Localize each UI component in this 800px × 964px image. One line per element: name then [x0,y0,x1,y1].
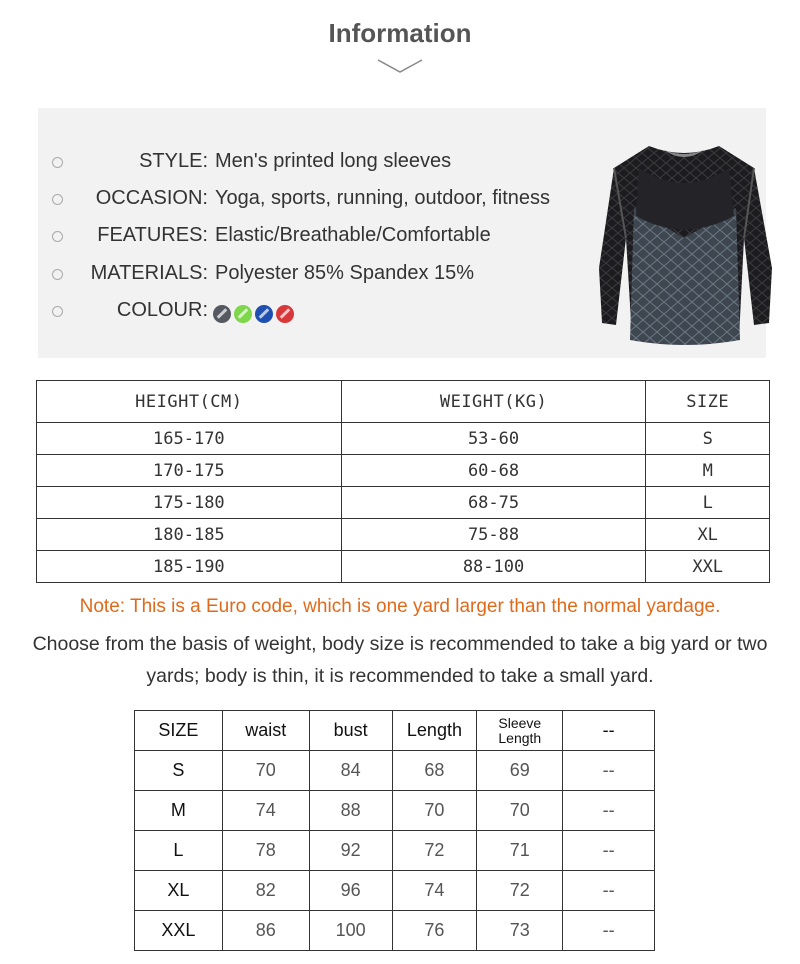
table-cell: M [646,455,770,487]
table-cell: 72 [392,831,477,871]
table-cell: 70 [477,791,563,831]
table-row [135,791,655,831]
col-header: -- [563,711,655,751]
table-cell: XL [135,871,223,911]
table-cell: 88 [309,791,392,831]
table-cell: 70 [222,751,309,791]
table-cell: M [135,791,223,831]
info-value: Elastic/Breathable/Comfortable [215,224,491,246]
col-header: Length [392,711,477,751]
table-row [135,911,655,951]
table-row [135,751,655,791]
table-cell: -- [563,791,655,831]
colour-swatches [38,299,338,329]
euro-code-note: Note: This is a Euro code, which is one yard larger than the normal yardage. [79,596,721,617]
table-cell: 68 [392,751,477,791]
height-weight-size-table [36,380,770,583]
info-row-features [38,224,208,254]
info-value: Polyester 85% Spandex 15% [215,262,475,284]
shirt-image [594,128,774,348]
size-advice-note: Choose from the basis of weight, body size is recommended to take a big yard or two yards; body is thin, it is recommended to take a small yard. [32,633,768,687]
table-cell: 72 [477,871,563,911]
table-cell: S [646,423,770,455]
info-row-materials [38,262,208,292]
table-cell: -- [563,911,655,951]
info-row-occasion [38,187,208,217]
table-cell: XL [646,519,770,551]
table-cell: 75-88 [341,519,646,551]
col-header: Sleeve Length [477,711,563,751]
table-cell: L [646,487,770,519]
measurement-table [134,710,655,951]
info-row-style [38,150,208,180]
table-cell: 74 [222,791,309,831]
table-cell: XXL [646,551,770,583]
table-cell: 78 [222,831,309,871]
table-cell: 53-60 [341,423,646,455]
col-header: bust [309,711,392,751]
table-cell: 96 [309,871,392,911]
table-cell: 69 [477,751,563,791]
table-cell: 180-185 [37,519,342,551]
table-cell: 70 [392,791,477,831]
table-cell: 74 [392,871,477,911]
table-cell: 84 [309,751,392,791]
table-cell: 170-175 [37,455,342,487]
table-row [37,551,770,583]
col-header: SIZE [646,381,770,423]
table-cell: -- [563,751,655,791]
info-value: Men's printed long sleeves [215,150,452,172]
table-row [135,871,655,911]
table-cell: 86 [222,911,309,951]
table-cell: XXL [135,911,223,951]
table-row [37,487,770,519]
info-label: FEATURES: [97,224,208,246]
table-cell: -- [563,871,655,911]
table-cell: L [135,831,223,871]
table-cell: 165-170 [37,423,342,455]
colour-swatch-3 [255,305,273,323]
table-cell: 76 [392,911,477,951]
table-row [37,519,770,551]
info-value: Yoga, sports, running, outdoor, fitness [215,187,551,209]
table-cell: 185-190 [37,551,342,583]
col-header: waist [222,711,309,751]
info-label: STYLE: [139,150,208,172]
info-label: COLOUR: [116,299,208,321]
info-label: MATERIALS: [90,262,208,284]
table-cell: S [135,751,223,791]
table-cell: 92 [309,831,392,871]
colour-swatch-1 [213,305,231,323]
col-header: HEIGHT(CM) [37,381,342,423]
table-cell: 82 [222,871,309,911]
table-cell: 88-100 [341,551,646,583]
table-cell: 71 [477,831,563,871]
table-cell: 68-75 [341,487,646,519]
col-header: SIZE [135,711,223,751]
table-cell: 73 [477,911,563,951]
table-row [37,423,770,455]
table-cell: -- [563,831,655,871]
colour-swatch-2 [234,305,252,323]
page-title: Information [328,18,472,48]
table-cell: 100 [309,911,392,951]
table-row [135,831,655,871]
table-cell: 60-68 [341,455,646,487]
table-row [37,455,770,487]
table-cell: 175-180 [37,487,342,519]
col-header: WEIGHT(KG) [341,381,646,423]
info-label: OCCASION: [95,187,208,209]
colour-swatch-4 [276,305,294,323]
chevron-down-icon [376,54,424,76]
